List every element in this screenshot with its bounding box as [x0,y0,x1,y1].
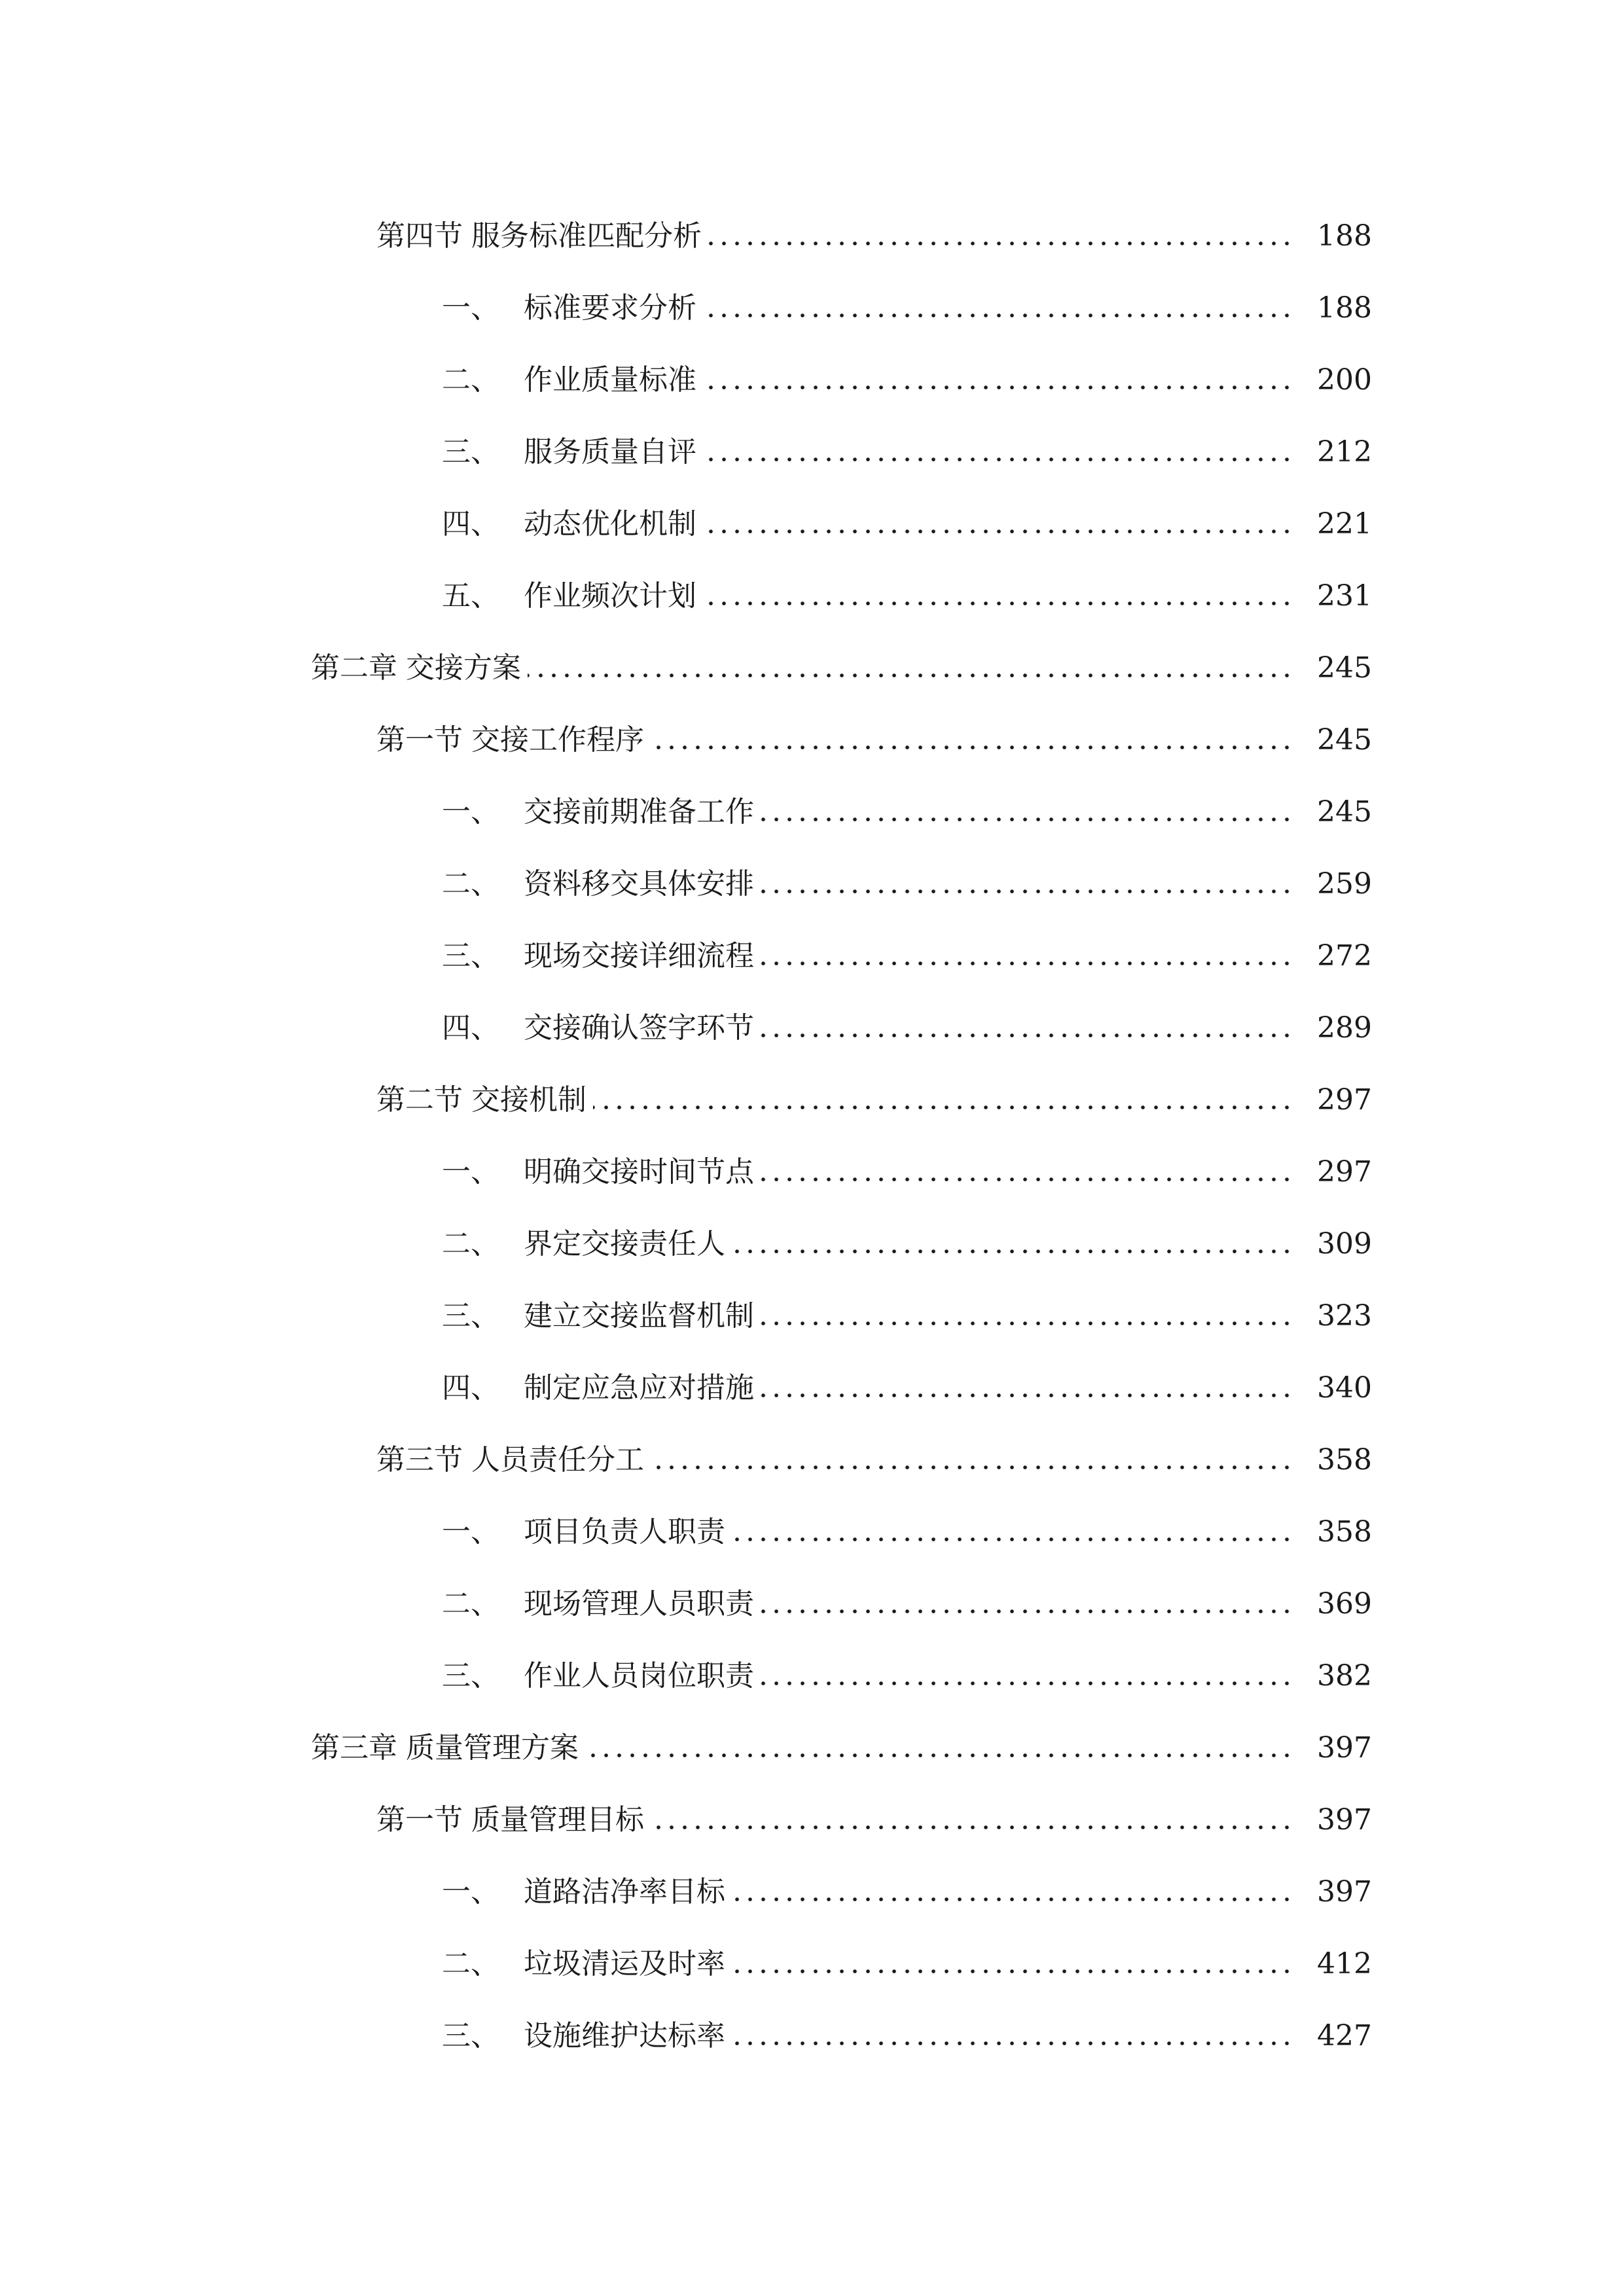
toc-entry[interactable] [0,1352,1624,1424]
toc-entry-page: 272 [1317,939,1372,973]
toc-entry-title: 项目负责人职责 [524,1515,725,1549]
toc-entry[interactable] [0,416,1624,488]
dot-leader [732,1878,1293,1907]
dot-leader [732,1950,1293,1979]
toc-entry-title: 交接确认签字环节 [524,1011,754,1045]
dot-leader [761,870,1293,899]
toc-entry-number: 第四节 [376,219,463,253]
toc-entry-number: 三、 [442,2019,499,2053]
toc-entry-number: 第三章 [311,1731,397,1765]
toc-entry[interactable] [0,488,1624,560]
toc-entry[interactable] [0,992,1624,1064]
toc-entry-page: 188 [1317,291,1372,325]
toc-entry[interactable] [0,560,1624,632]
toc-entry[interactable] [0,776,1624,848]
toc-entry-page: 309 [1317,1227,1372,1261]
toc-entry[interactable] [0,1208,1624,1280]
toc-entry-number: 三、 [442,1299,499,1333]
dot-leader [703,510,1293,539]
toc-entry[interactable] [0,704,1624,776]
toc-entry-title: 明确交接时间节点 [524,1155,754,1189]
dot-leader [651,1446,1293,1475]
toc-entry-number: 三、 [442,1659,499,1693]
toc-entry-number: 二、 [442,1227,499,1261]
toc-entry-page: 358 [1317,1515,1372,1549]
toc-entry-number: 二、 [442,363,499,397]
toc-entry[interactable] [0,848,1624,920]
toc-entry-number: 一、 [442,1155,499,1189]
toc-entry-page: 340 [1317,1371,1372,1405]
toc-entry[interactable] [0,1640,1624,1712]
dot-leader [761,1158,1293,1187]
dot-leader [585,1734,1293,1763]
dot-leader [761,1662,1293,1691]
toc-entry[interactable] [0,1496,1624,1568]
dot-leader [761,1374,1293,1403]
dot-leader [732,2022,1293,2051]
dot-leader [651,1806,1293,1835]
dot-leader [593,1086,1293,1115]
dot-leader [761,1014,1293,1043]
dot-leader [703,582,1293,611]
toc-entry[interactable] [0,1568,1624,1640]
toc-entry-number: 四、 [442,1371,499,1405]
toc-entry-number: 第一节 [376,723,463,757]
toc-entry-page: 221 [1317,507,1372,541]
toc-entry-page: 427 [1317,2019,1372,2053]
toc-entry-title: 制定应急应对措施 [524,1371,754,1405]
toc-entry[interactable] [0,920,1624,992]
toc-entry-title: 垃圾清运及时率 [524,1947,725,1981]
toc-entry-title: 服务标准匹配分析 [471,219,702,253]
toc-entry-number: 第一节 [376,1803,463,1837]
table-of-contents [0,200,1624,2072]
toc-entry[interactable] [0,1928,1624,2000]
toc-entry-title: 交接工作程序 [471,723,644,757]
toc-entry-title: 设施维护达标率 [524,2019,725,2053]
toc-entry-page: 231 [1317,579,1372,613]
dot-leader [708,222,1293,251]
toc-entry-page: 397 [1317,1803,1372,1837]
toc-entry-page: 259 [1317,867,1372,901]
toc-entry-page: 412 [1317,1947,1372,1981]
toc-entry[interactable] [0,2000,1624,2072]
toc-entry[interactable] [0,1784,1624,1856]
toc-entry[interactable] [0,200,1624,272]
toc-entry-number: 一、 [442,1515,499,1549]
toc-entry[interactable] [0,272,1624,344]
toc-entry-title: 动态优化机制 [524,507,696,541]
toc-entry-page: 323 [1317,1299,1372,1333]
toc-entry-page: 397 [1317,1731,1372,1765]
dot-leader [703,294,1293,323]
toc-entry-number: 二、 [442,1587,499,1621]
toc-entry-title: 现场交接详细流程 [524,939,754,973]
toc-entry-number: 一、 [442,291,499,325]
dot-leader [761,942,1293,971]
toc-entry-title: 人员责任分工 [471,1443,644,1477]
dot-leader [703,366,1293,395]
toc-entry-number: 第二章 [311,651,397,685]
toc-entry-page: 245 [1317,795,1372,829]
toc-entry-title: 作业质量标准 [524,363,696,397]
toc-entry-page: 382 [1317,1659,1372,1693]
toc-entry[interactable] [0,1136,1624,1208]
toc-entry-title: 现场管理人员职责 [524,1587,754,1621]
toc-entry-page: 188 [1317,219,1372,253]
toc-entry-title: 质量管理方案 [406,1731,579,1765]
toc-entry-title: 作业人员岗位职责 [524,1659,754,1693]
toc-entry[interactable] [0,1856,1624,1928]
toc-entry-title: 质量管理目标 [471,1803,644,1837]
toc-entry[interactable] [0,1064,1624,1136]
toc-entry-page: 397 [1317,1875,1372,1909]
toc-entry-page: 245 [1317,651,1372,685]
dot-leader [761,1302,1293,1331]
toc-entry-number: 第二节 [376,1083,463,1117]
toc-entry-page: 245 [1317,723,1372,757]
toc-entry[interactable] [0,632,1624,704]
dot-leader [703,438,1293,467]
toc-entry-title: 交接前期准备工作 [524,795,754,829]
dot-leader [528,654,1293,683]
toc-entry-number: 四、 [442,507,499,541]
toc-entry-page: 297 [1317,1083,1372,1117]
toc-entry-number: 二、 [442,867,499,901]
toc-entry-number: 二、 [442,1947,499,1981]
toc-entry-title: 道路洁净率目标 [524,1875,725,1909]
toc-entry-number: 三、 [442,435,499,469]
toc-entry-title: 资料移交具体安排 [524,867,754,901]
toc-entry-title: 交接机制 [471,1083,586,1117]
dot-leader [761,798,1293,827]
toc-entry-page: 212 [1317,435,1372,469]
dot-leader [732,1518,1293,1547]
toc-entry-title: 界定交接责任人 [524,1227,725,1261]
toc-entry[interactable] [0,1424,1624,1496]
toc-entry-page: 358 [1317,1443,1372,1477]
toc-entry-page: 200 [1317,363,1372,397]
toc-entry-number: 一、 [442,795,499,829]
toc-entry-number: 三、 [442,939,499,973]
toc-entry-page: 289 [1317,1011,1372,1045]
toc-entry[interactable] [0,344,1624,416]
toc-entry-number: 五、 [442,579,499,613]
toc-entry-number: 四、 [442,1011,499,1045]
toc-entry-number: 一、 [442,1875,499,1909]
toc-entry-number: 第三节 [376,1443,463,1477]
toc-entry-title: 标准要求分析 [524,291,696,325]
toc-entry[interactable] [0,1712,1624,1784]
toc-entry-title: 建立交接监督机制 [524,1299,754,1333]
toc-entry-page: 369 [1317,1587,1372,1621]
dot-leader [732,1230,1293,1259]
toc-entry[interactable] [0,1280,1624,1352]
toc-entry-page: 297 [1317,1155,1372,1189]
dot-leader [761,1590,1293,1619]
toc-entry-title: 作业频次计划 [524,579,696,613]
toc-entry-title: 服务质量自评 [524,435,696,469]
toc-entry-title: 交接方案 [406,651,521,685]
dot-leader [651,726,1293,755]
